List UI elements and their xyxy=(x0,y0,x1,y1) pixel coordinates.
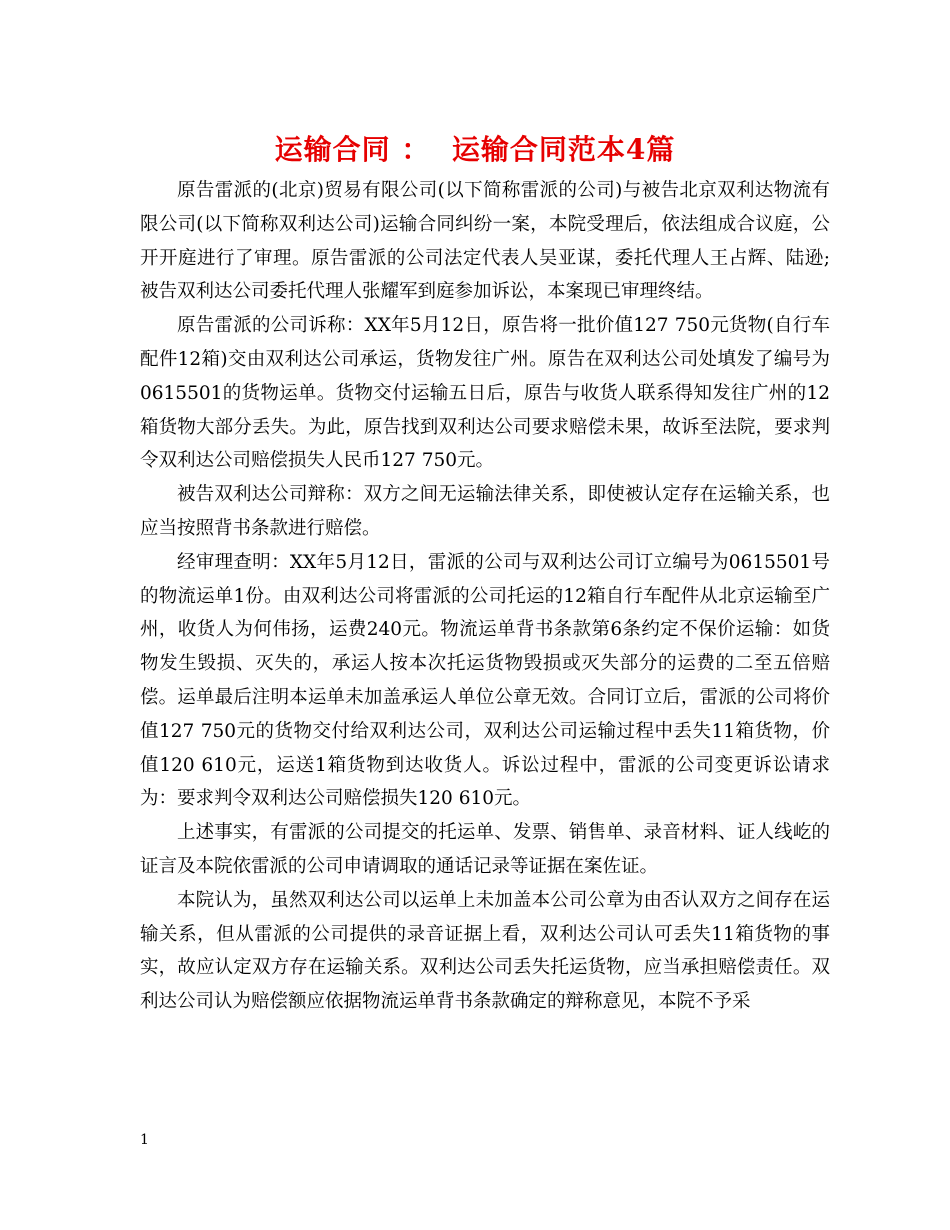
paragraph-6: 本院认为，虽然双利达公司以运单上未加盖本公司公章为由否认双方之间存在运输关系，但从雷派的公司提供的录音证据上看，双利达公司认可丢失11箱货物的事实，故应认定双方存在运输关系。双利达公司丢失托运货物，应当承担赔偿责任。双利达公司认为赔偿额应依据物流运单背书条款确定的辩称意见，本院不予采 xyxy=(140,889,830,1013)
document-body xyxy=(140,174,830,1019)
paragraph-3: 被告双利达公司辩称：双方之间无运输法律关系，即使被认定存在运输关系，也应当按照背书条款进行赔偿。 xyxy=(140,484,830,539)
paragraph-1: 原告雷派的(北京)贸易有限公司(以下简称雷派的公司)与被告北京双利达物流有限公司(以下简称双利达公司)运输合同纠纷一案，本院受理后，依法组成合议庭，公开开庭进行了审理。原告雷派的公司法定代表人吴亚谋，委托代理人王占辉、陆逊;被告双利达公司委托代理人张耀军到庭参加诉讼，本案现已审理终结。 xyxy=(140,180,830,303)
page-number: 1 xyxy=(140,1132,149,1148)
paragraph-5: 上述事实，有雷派的公司提交的托运单、发票、销售单、录音材料、证人线屹的证言及本院依雷派的公司申请调取的通话记录等证据在案佐证。 xyxy=(140,822,830,877)
document-title: 运输合同 ： 运输合同范本4篇 xyxy=(274,133,676,166)
paragraph-4: 经审理查明：XX年5月12日，雷派的公司与双利达公司订立编号为0615501号的物流运单1份。由双利达公司将雷派的公司托运的12箱自行车配件从北京运输至广州，收货人为何伟扬，运费240元。物流运单背书条款第6条约定不保价运输：如货物发生毁损、灭失的，承运人按本次托运货物毁损或灭失部分的运费的二至五倍赔偿。运单最后注明本运单未加盖承运人单位公章无效。合同订立后，雷派的公司将价值127 750元的货物交付给双利达公司，双利达公司运输过程中丢失11箱货物，价值120 610元，运送1箱货物到达收货人。诉讼过程中，雷派的公司变更诉讼请求为：要求判令双利达公司赔偿损失120 610元。 xyxy=(140,551,830,810)
paragraph-2: 原告雷派的公司诉称：XX年5月12日，原告将一批价值127 750元货物(自行车配件12箱)交由双利达公司承运，货物发往广州。原告在双利达公司处填发了编号为0615501的货物运单。货物交付运输五日后，原告与收货人联系得知发往广州的12箱货物大部分丢失。为此，原告找到双利达公司要求赔偿未果，故诉至法院，要求判令双利达公司赔偿损失人民币127 750元。 xyxy=(140,315,830,472)
